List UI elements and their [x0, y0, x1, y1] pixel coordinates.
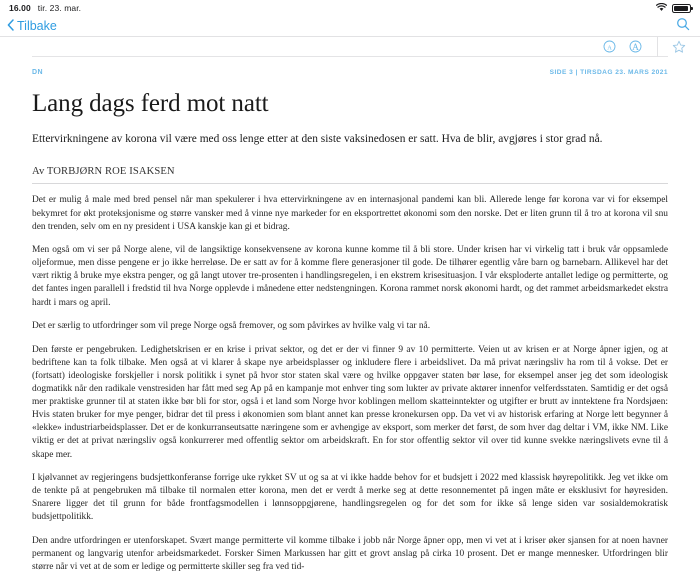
status-bar-left: [9, 3, 81, 13]
page-and-date-meta: SIDE 3 | TIRSDAG 23. MARS 2021: [549, 69, 668, 76]
back-button-label: Tilbake: [17, 19, 57, 33]
bookmark-controls: [658, 40, 700, 54]
article-paragraph: Det er særlig to utfordringer som vil prege Norge også fremover, og som påvirkes av hvilke valg vi tar nå.: [32, 321, 431, 332]
chevron-left-icon: [7, 19, 14, 34]
article-paragraph: I kjølvannet av regjeringens budsjettkonferanse forrige uke rykket SV ut og sa at vi ikke hadde behov for et budsjett i 2022 med klassisk høyrepolitikk. Jeg vet ikke om de tenkte på at pengebruken må tilbake til normalen etter korona, men det er verdt å merke seg at dette resonnementet på ingen måte er eksklusivt for høyresiden. Snarere ligger det til grunn for både frontfagsmodellen i lønnsoppgjørene, handlingsregelen og for det som for ikke så lenge siden var sosialdemokratisk budsjettpolitikk.: [32, 473, 668, 523]
ios-status-bar: [0, 0, 700, 16]
back-button[interactable]: [7, 19, 57, 34]
status-clock: 16.00: [9, 3, 31, 13]
page-title: Lang dags ferd mot natt: [32, 90, 269, 117]
svg-text:A: A: [632, 43, 639, 53]
battery-icon: [672, 4, 691, 13]
article-byline: Av TORBJØRN ROE ISAKSEN: [32, 166, 175, 178]
circled-a-small-icon[interactable]: [603, 40, 616, 53]
search-button[interactable]: [676, 17, 690, 36]
article-body: [32, 194, 668, 574]
reader-toolbar: [0, 36, 700, 56]
search-icon: [676, 17, 690, 36]
article-paragraph: Men også om vi ser på Norge alene, vil de langsiktige konsekvensene av korona kunne komme til å bli store. Under krisen har vi virkelig tatt i bruk vår oppsamlede oljeformue, men disse pengene er jo ikke herreløse. De er satt av for å komme flere generasjoner til gode. De tilhører egentlig våre barn og barnebarn. Allikevel har det vært riktig å bruke mye ekstra penger, og gå langt utover tre-prosenten i handlingsregelen, i en ekstrem krisesituasjon. I vår eksploderte antallet ledige og permitterte, og det fantes ingen parallell i fredstid til hva Norge opplevde i månedene etter nedstengningen. Korona rammet norsk økonomi hardt, og det rammet arbeidsmarkedet ekstra hardt i mars og april.: [32, 245, 668, 308]
article-paragraph: Den første er pengebruken. Ledighetskrisen er en krise i privat sektor, og det er der vi finner 9 av 10 permitterte. Veien ut av krisen er at Norge åpner igjen, og at bedriftene kan ta folk tilbake. Men også at vi klarer å skape nye arbeidsplasser og inkludere flere i arbeidslivet. Da må privat næringsliv ha rom til å vokse. Det er (fortsatt) ideologiske forskjeller i norsk politikk i synet på hvor stor staten skal være og hvilke oppgaver staten bør løse, for eksempel anser jeg det som ideologisk dogmatikk når den radikale venstresiden har fått med seg Ap på en kampanje mot enhver ting som lukter av private aktører innenfor velferdsstaten. Samtidig er det også mer praktiske grunner til at staten ikke bør bli for stor, også i et land som Norge hvor koblingen mellom skatteinntekter og utgifter er brutt av inntektene fra Nordsjøen: Hvis staten bruker for mye penger, bidrar det til press i økonomien som blant annet kan presse kronekursen opp. Da vet vi av historisk erfaring at Norge lett begynner å «lekke» industriarbeidsplasser. Det er de konkurranseutsatte næringene som er avhengige av eksport, som merker det først, de som hver dag deltar i VM, ikke NM. Like viktig er det at privat næringsliv også konkurrerer med offentlig sektor om arbeidskraft. En for stor offentlig sektor vil over tid kunne svekke næringslivets evne til å skape mer.: [32, 344, 668, 460]
status-date: tir. 23. mar.: [37, 3, 82, 13]
article-paragraph: Den andre utfordringen er utenforskapet. Svært mange permitterte vil komme tilbake i jobb når Norge åpner opp, men vi vet at i kriser øker sjansen for at noen havner permanent og langvarig utenfor arbeidsmarkedet. Forsker Simen Markussen har gitt et grovt anslag på cirka 10 prosent. Det er mange mennesker. Utfordringen blir større når vi vet at de som er ledige og permitterte skiller seg fra ved tid-: [32, 535, 668, 573]
article-paragraph: Det er mulig å male med bred pensel når man spekulerer i hva ettervirkningene av en internasjonal pandemi kan bli. Allerede lenge før korona var vi for eksempel bekymret for økt proteksjonisme og større vansker med å vinne nye markeder for en eksportrettet økonomi som den norske. Det er liten grunn til å tro at korona vil snu den trenden, selv om en ny president i USA kanskje kan gi et bidrag.: [32, 195, 668, 232]
article-meta-row: [32, 57, 668, 76]
navigation-bar: [0, 16, 700, 36]
text-size-controls: [603, 40, 657, 53]
article-container: [0, 57, 700, 574]
byline-row: [32, 161, 668, 184]
status-bar-right: [656, 3, 691, 14]
article-standfirst: Ettervirkningene av korona vil være med oss lenge etter at den siste vaksinedosen er satt. Hva de blir, avgjøres i stor grad nå.: [32, 133, 603, 145]
wifi-icon: [656, 3, 667, 14]
star-icon[interactable]: [672, 40, 686, 54]
battery-fill: [674, 6, 688, 11]
publication-kicker: DN: [32, 69, 44, 76]
svg-text:A: A: [607, 44, 612, 52]
circled-a-large-icon[interactable]: [629, 40, 642, 53]
